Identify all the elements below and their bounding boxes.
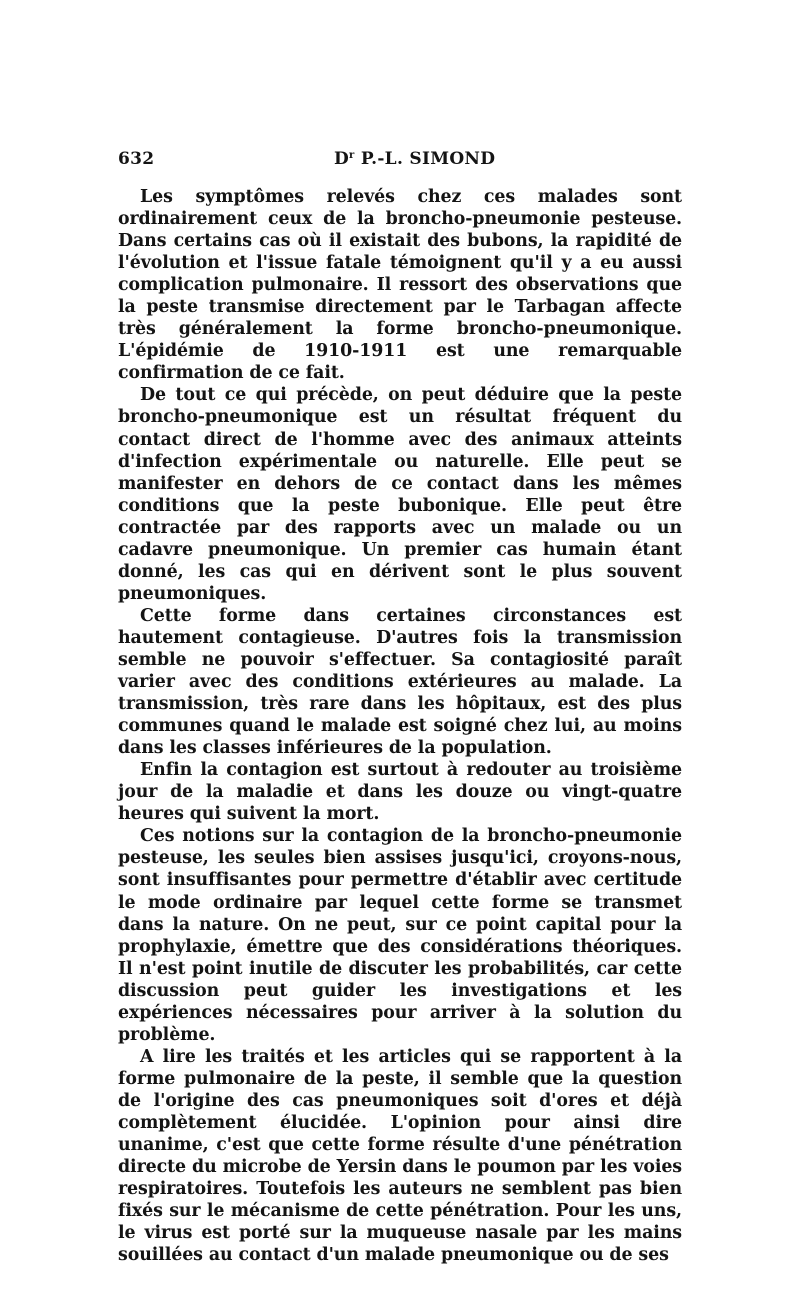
page-number: 632 bbox=[118, 149, 155, 169]
paragraph-contagiousness: Cette forme dans certaines circonstances est hautement contagieuse. D'autres fois la transmission semble ne pouvoir s'effectuer. Sa contagiosité paraît varier avec des conditions extérieures au malade. La transmission, très rare dans les hôpitaux, est des plus communes quand le malade est soigné chez lui, au moins dans les classes inférieures de la population. bbox=[118, 605, 682, 759]
author-prefix-superscript: r bbox=[349, 150, 355, 161]
paragraph-notions: Ces notions sur la contagion de la broncho-pneumonie pesteuse, les seules bien assises jusqu'ici, croyons-nous, sont insuffisantes pour permettre d'établir avec certitude le mode ordinaire par lequel cette forme se transmet dans la nature. On ne peut, sur ce point capital pour la prophylaxie, émettre que des considérations théoriques. Il n'est point inutile de discuter les probabilités, car cette discussion peut guider les investigations et les expériences nécessaires pour arriver à la solution du problème. bbox=[118, 826, 682, 1045]
paragraph-deduction: De tout ce qui précède, on peut déduire que la peste broncho-pneumonique est un résultat fréquent du contact direct de l'homme avec des animaux atteints d'infection expérimentale ou naturelle. Elle peut se manifester en dehors de ce contact dans les mêmes conditions que la peste bubonique. Elle peut être contractée par des rapports avec un malade ou un cadavre pneumonique. Un premier cas humain étant donné, les cas qui en dérivent sont le plus souvent pneumoniques. bbox=[118, 385, 682, 604]
author-prefix: D bbox=[334, 149, 350, 169]
running-head bbox=[334, 149, 495, 169]
author-name: P.-L. SIMOND bbox=[360, 149, 496, 169]
paragraph-symptoms: Les symptômes relevés chez ces malades sont ordinairement ceux de la broncho-pneumonie pesteuse. Dans certains cas où il existait des bubons, la rapidité de l'évolution et l'issue fatale témoignent qu'il y a eu aussi complication pulmonaire. Il ressort des observations que la peste transmise directement par le Tarbagan affecte très généralement la forme broncho-pneumonique. L'épidémie de 1910-1911 est une remarquable confirmation de ce fait. bbox=[118, 187, 682, 384]
paragraph-contagion-timing: Enfin la contagion est surtout à redouter au troisième jour de la maladie et dans les douze ou vingt-quatre heures qui suivent la mort. bbox=[118, 760, 682, 825]
paragraph-treatises: A lire les traités et les articles qui se rapportent à la forme pulmonaire de la peste, il semble que la question de l'origine des cas pneumoniques soit d'ores et déjà complètement élucidée. L'opinion pour ainsi dire unanime, c'est que cette forme résulte d'une pénétration directe du microbe de Yersin dans le poumon par les voies respiratoires. Toutefois les auteurs ne semblent pas bien fixés sur le mécanisme de cette pénétration. Pour les uns, le virus est porté sur la muqueuse nasale par les mains souillées au contact d'un malade pneumonique ou de ses bbox=[118, 1046, 682, 1266]
page-header bbox=[118, 149, 680, 173]
body-text bbox=[118, 186, 682, 1266]
